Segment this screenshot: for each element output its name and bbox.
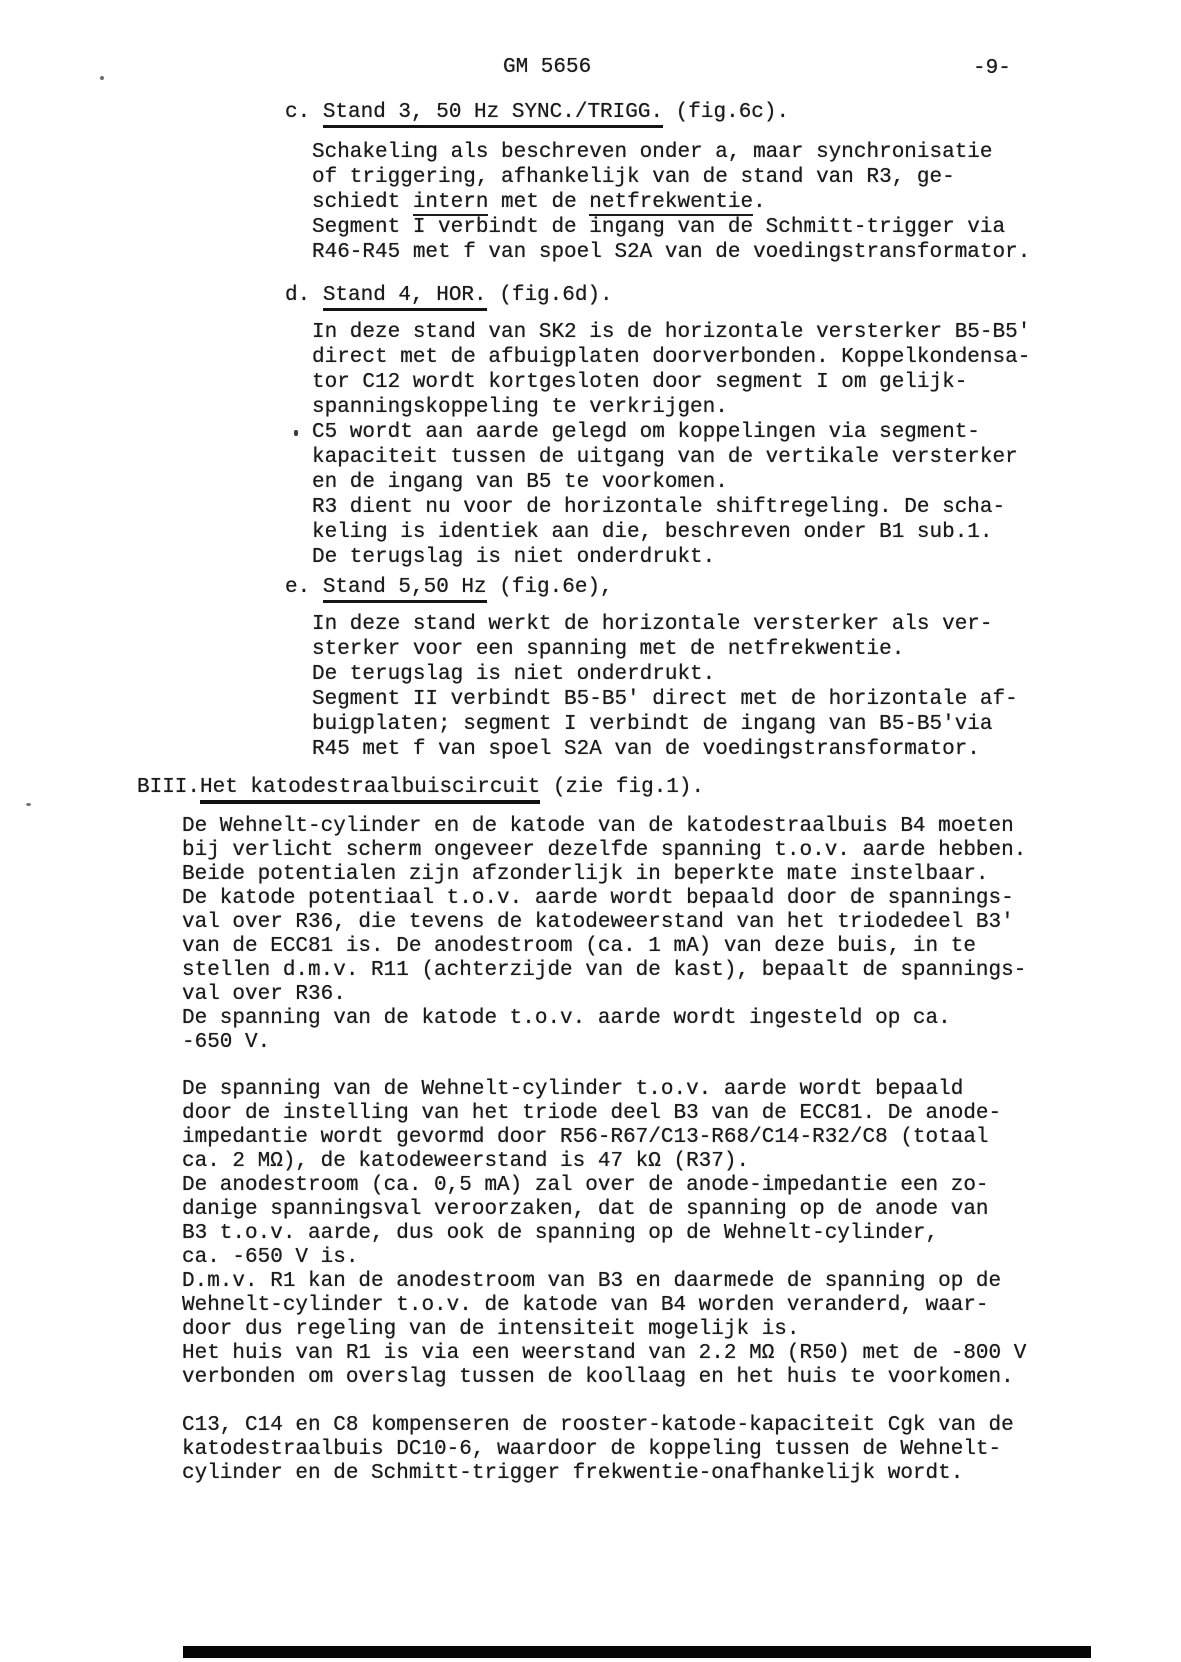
text-line	[182, 1031, 1026, 1055]
text-line	[182, 1007, 1026, 1031]
text-line	[312, 190, 1030, 215]
text-line	[182, 1318, 1026, 1342]
scan-speck	[26, 803, 31, 806]
text-run: impedantie wordt gevormd door R56-R67/C13-R68/C14-R32/C8 (totaal	[182, 1126, 989, 1149]
text-line	[312, 520, 1030, 545]
scan-speck	[100, 76, 104, 80]
text-run: schiedt	[312, 191, 413, 214]
underlined-text: Stand 5,50 Hz	[323, 576, 487, 603]
text-line	[182, 935, 1026, 959]
text-run: door de instelling van het triode deel B3 van de ECC81. De anode-	[182, 1102, 1002, 1125]
text-run: stellen d.m.v. R11 (achterzijde van de kast), bepaalt de spannings-	[182, 959, 1027, 982]
text-line	[312, 637, 1018, 662]
paragraph	[182, 1414, 1026, 1486]
text-line	[312, 320, 1030, 345]
text-run: Het huis van R1 is via een weerstand van 2.2 MΩ (R50) met de -800 V	[182, 1342, 1027, 1365]
text-run: .	[753, 191, 766, 214]
text-line	[182, 1102, 1026, 1126]
text-run: (fig.6e),	[486, 576, 613, 599]
section-heading	[285, 283, 1030, 308]
text-run: De spanning van de katode t.o.v. aarde wordt ingesteld op ca.	[182, 1007, 951, 1030]
text-run: Beide potentialen zijn afzonderlijk in beperkte mate instelbaar.	[182, 863, 989, 886]
underlined-text: netfrekwentie	[589, 191, 754, 214]
section-sec-e	[285, 575, 1018, 762]
text-run: De spanning van de Wehnelt-cylinder t.o.v. aarde wordt bepaald	[182, 1078, 964, 1101]
section-sec-c	[285, 100, 1030, 265]
text-run: De Wehnelt-cylinder en de katode van de katodestraalbuis B4 moeten	[182, 815, 1014, 838]
text-line	[182, 1462, 1026, 1486]
paragraph	[312, 140, 1030, 265]
underlined-text: Het katodestraalbuiscircuit	[200, 776, 540, 804]
text-line	[182, 911, 1026, 935]
text-run: (fig.6c).	[663, 101, 790, 124]
text-line	[312, 345, 1030, 370]
text-line	[182, 839, 1026, 863]
text-line	[182, 1078, 1026, 1102]
text-line	[312, 140, 1030, 165]
text-line	[182, 1270, 1026, 1294]
text-run: De terugslag is niet onderdrukt.	[312, 546, 716, 569]
text-line	[312, 165, 1030, 190]
text-run: De katode potentiaal t.o.v. aarde wordt bepaald door de spannings-	[182, 887, 1014, 910]
text-line	[182, 1342, 1026, 1366]
text-run: BIII.	[137, 776, 201, 799]
text-run: R46-R45 met f van spoel S2A van de voedingstransformator.	[312, 241, 1031, 264]
text-run: (fig.6d).	[486, 284, 613, 307]
text-line	[182, 983, 1026, 1007]
text-run: In deze stand van SK2 is de horizontale versterker B5-B5'	[312, 321, 1031, 344]
text-run: sterker voor een spanning met de netfrekwentie.	[312, 638, 905, 661]
text-line	[312, 215, 1030, 240]
text-run: R45 met f van spoel S2A van de voedingstransformator.	[312, 738, 980, 761]
text-run: van de ECC81 is. De anodestroom (ca. 1 mA) van deze buis, in te	[182, 935, 976, 958]
paragraph	[182, 1078, 1026, 1390]
text-line	[312, 737, 1018, 762]
text-run: D.m.v. R1 kan de anodestroom van B3 en daarmede de spanning op de	[182, 1270, 1002, 1293]
text-run: direct met de afbuigplaten doorverbonden. Koppelkondensa-	[312, 346, 1031, 369]
text-line	[182, 1174, 1026, 1198]
text-run: d.	[285, 284, 323, 307]
paragraph	[182, 815, 1026, 1055]
text-run: val over R36.	[182, 983, 346, 1006]
text-run: Schakeling als beschreven onder a, maar synchronisatie	[312, 141, 993, 164]
text-line	[182, 1294, 1026, 1318]
text-run: val over R36, die tevens de katodeweerstand van het triodedeel B3'	[182, 911, 1014, 934]
section-heading	[137, 775, 1026, 800]
section-sec-biii	[137, 775, 1026, 1486]
text-run: B3 t.o.v. aarde, dus ook de spanning op de Wehnelt-cylinder,	[182, 1222, 939, 1245]
text-run: tor C12 wordt kortgesloten door segment I om gelijk-	[312, 371, 968, 394]
text-run: Segment II verbindt B5-B5' direct met de horizontale af-	[312, 688, 1018, 711]
text-run: C13, C14 en C8 kompenseren de rooster-katode-kapaciteit Cgk van de	[182, 1414, 1014, 1437]
text-line	[312, 612, 1018, 637]
text-line	[182, 959, 1026, 983]
text-line	[182, 1126, 1026, 1150]
text-line	[312, 470, 1030, 495]
text-line	[312, 240, 1030, 265]
text-line	[182, 1438, 1026, 1462]
text-line	[312, 370, 1030, 395]
scan-speck	[294, 430, 298, 436]
text-line	[312, 662, 1018, 687]
underlined-text: Stand 4, HOR.	[323, 284, 487, 311]
document-code: GM 5656	[503, 56, 592, 79]
section-sec-d	[285, 283, 1030, 570]
text-line	[182, 1366, 1026, 1390]
underlined-text: intern	[412, 191, 489, 214]
underlined-text: Stand 3, 50 Hz SYNC./TRIGG.	[323, 101, 663, 128]
text-run: of triggering, afhankelijk van de stand van R3, ge-	[312, 166, 955, 189]
section-heading	[285, 575, 1018, 600]
text-line	[182, 1198, 1026, 1222]
text-line	[182, 863, 1026, 887]
text-run: -650 V.	[182, 1031, 271, 1054]
text-line	[182, 1246, 1026, 1270]
text-run: cylinder en de Schmitt-trigger frekwentie-onafhankelijk wordt.	[182, 1462, 964, 1485]
text-line	[312, 712, 1018, 737]
paragraph	[312, 612, 1018, 762]
text-line	[312, 545, 1030, 570]
text-run: katodestraalbuis DC10-6, waardoor de koppeling tussen de Wehnelt-	[182, 1438, 1002, 1461]
text-run: danige spanningsval veroorzaken, dat de spanning op de anode van	[182, 1198, 989, 1221]
text-line	[312, 395, 1030, 420]
text-run: Wehnelt-cylinder t.o.v. de katode van B4 worden veranderd, waar-	[182, 1294, 989, 1317]
text-run: C5 wordt aan aarde gelegd om koppelingen via segment-	[312, 421, 980, 444]
text-run: met de	[488, 191, 590, 214]
text-line	[182, 1222, 1026, 1246]
section-heading	[285, 100, 1030, 125]
text-run: door dus regeling van de intensiteit mogelijk is.	[182, 1318, 800, 1341]
text-run: e.	[285, 576, 323, 599]
text-run: Segment I verbindt de ingang van de Schmitt-trigger via	[312, 216, 1006, 239]
page-number: -9-	[973, 57, 1011, 80]
text-run: buigplaten; segment I verbindt de ingang van B5-B5'via	[312, 713, 993, 736]
text-run: keling is identiek aan die, beschreven onder B1 sub.1.	[312, 521, 993, 544]
text-run: ca. 2 MΩ), de katodeweerstand is 47 kΩ (R37).	[182, 1150, 750, 1173]
text-run: (zie fig.1).	[540, 776, 705, 799]
text-run: In deze stand werkt de horizontale versterker als ver-	[312, 613, 993, 636]
text-line	[182, 1150, 1026, 1174]
paragraph	[312, 320, 1030, 570]
text-run: verbonden om overslag tussen de koollaag en het huis te voorkomen.	[182, 1366, 1014, 1389]
text-run: spanningskoppeling te verkrijgen.	[312, 396, 728, 419]
text-run: c.	[285, 101, 323, 124]
text-run: ca. -650 V is.	[182, 1246, 359, 1269]
text-line	[312, 687, 1018, 712]
text-run: De terugslag is niet onderdrukt.	[312, 663, 716, 686]
text-run: R3 dient nu voor de horizontale shiftregeling. De scha-	[312, 496, 1006, 519]
text-line	[312, 420, 1030, 445]
scan-artifact-bar	[183, 1646, 1091, 1658]
text-run: en de ingang van B5 te voorkomen.	[312, 471, 728, 494]
text-line	[182, 887, 1026, 911]
text-line	[312, 495, 1030, 520]
text-run: De anodestroom (ca. 0,5 mA) zal over de anode-impedantie een zo-	[182, 1174, 989, 1197]
text-line	[182, 815, 1026, 839]
text-run: bij verlicht scherm ongeveer dezelfde spanning t.o.v. aarde hebben.	[182, 839, 1027, 862]
text-line	[312, 445, 1030, 470]
text-run: kapaciteit tussen de uitgang van de vertikale versterker	[312, 446, 1018, 469]
text-line	[182, 1414, 1026, 1438]
